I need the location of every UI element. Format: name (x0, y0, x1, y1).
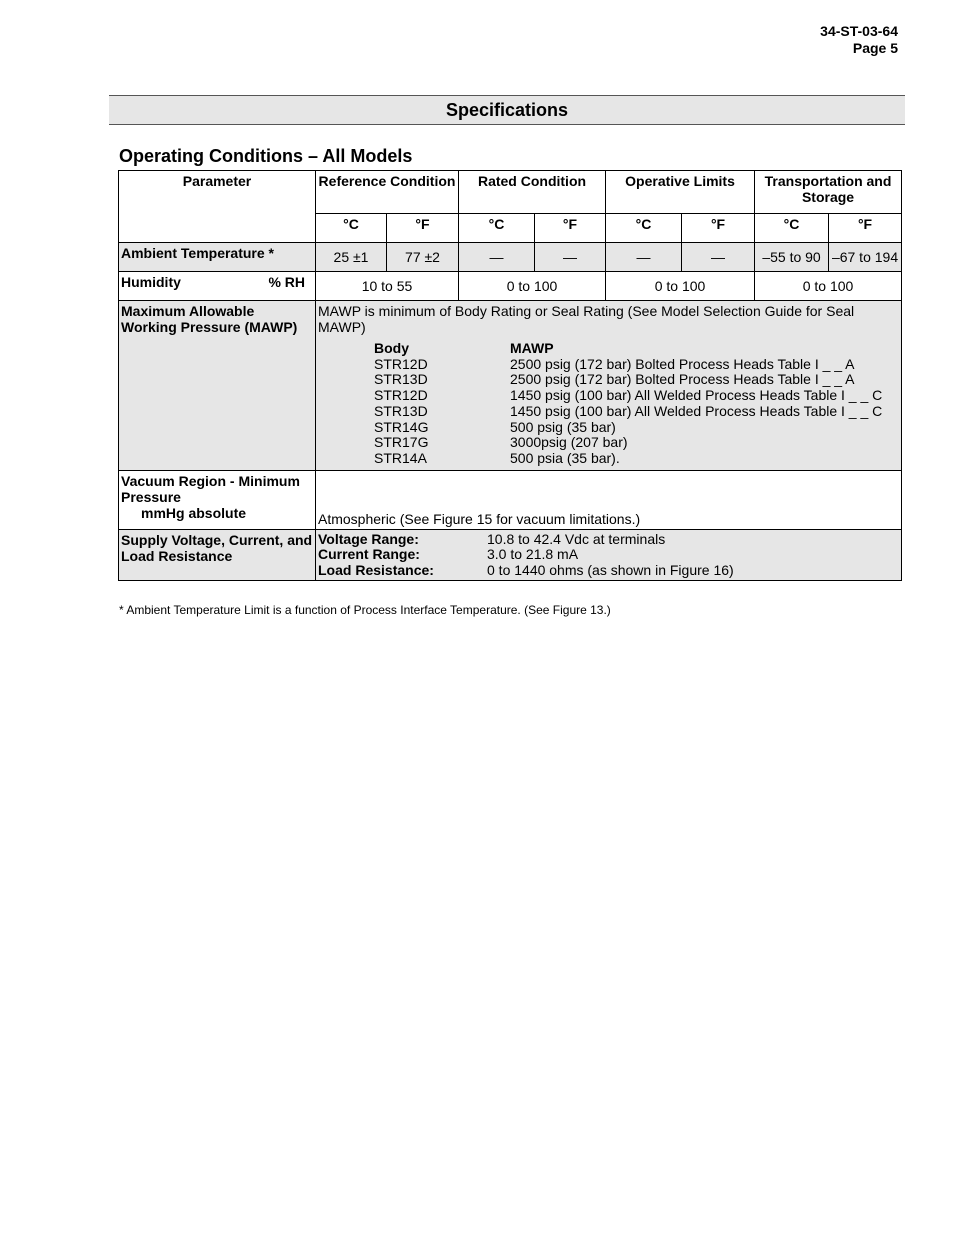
header-operative-limits: Operative Limits (606, 171, 755, 214)
unit-celsius: °C (316, 214, 387, 243)
mawp-label: Maximum Allowable Working Pressure (MAWP) (119, 301, 316, 471)
unit-fahrenheit: °F (682, 214, 755, 243)
operating-conditions-table (118, 170, 902, 581)
supply-details (318, 532, 899, 579)
load-resistance-value: 0 to 1440 ohms (as shown in Figure 16) (487, 561, 734, 578)
mawp-body: STR14G (374, 418, 429, 435)
unit-celsius: °C (755, 214, 829, 243)
ambient-ref-f: 77 ±2 (387, 243, 459, 272)
mawp-value: 1450 psig (100 bar) All Welded Process Heads Table I _ _ C (510, 387, 883, 404)
header-transportation-storage: Transportation and Storage (755, 171, 902, 214)
humidity-operative: 0 to 100 (606, 272, 755, 301)
table-row-mawp (119, 301, 902, 471)
mawp-value: 3000psig (207 bar) (510, 434, 628, 451)
mawp-body: STR17G (374, 434, 429, 451)
mawp-body-list (374, 341, 899, 468)
mawp-col-mawp: MAWP (510, 340, 554, 356)
current-range-label: Current Range: (318, 546, 420, 563)
unit-fahrenheit: °F (535, 214, 606, 243)
mawp-value: 500 psia (35 bar). (510, 449, 620, 466)
mawp-value: 1450 psig (100 bar) All Welded Process Heads Table I _ _ C (510, 402, 883, 419)
vacuum-label: Vacuum Region - Minimum Pressure (121, 472, 300, 505)
humidity-rated: 0 to 100 (459, 272, 606, 301)
unit-fahrenheit: °F (829, 214, 902, 243)
mawp-details (316, 301, 902, 471)
table-title: Operating Conditions – All Models (119, 146, 413, 166)
ambient-rated-f: — (535, 243, 606, 272)
header-reference-condition: Reference Condition (316, 171, 459, 214)
footnote: * Ambient Temperature Limit is a function of Process Interface Temperature. (See Figure 13.) (119, 603, 611, 617)
mawp-value: 2500 psig (172 bar) Bolted Process Heads Table I _ _ A (510, 371, 855, 388)
header-rated-condition: Rated Condition (459, 171, 606, 214)
mawp-intro: MAWP is minimum of Body Rating or Seal Rating (See Model Selection Guide for Seal MAWP) (318, 303, 855, 335)
table-row-supply (119, 529, 902, 581)
supply-label: Supply Voltage, Current, and Load Resistance (119, 529, 316, 581)
mawp-value: 2500 psig (172 bar) Bolted Process Heads Table I _ _ A (510, 355, 855, 372)
ambient-rated-c: — (459, 243, 535, 272)
header-parameter: Parameter (119, 171, 316, 243)
mawp-col-body: Body (374, 340, 409, 356)
mawp-body: STR13D (374, 371, 428, 388)
ambient-ref-c: 25 ±1 (316, 243, 387, 272)
table-row-vacuum (119, 470, 902, 529)
section-title: Specifications (109, 95, 905, 125)
ambient-temperature-label: Ambient Temperature * (119, 243, 316, 272)
unit-celsius: °C (606, 214, 682, 243)
table-row-ambient-temperature (119, 243, 902, 272)
voltage-range-label: Voltage Range: (318, 530, 419, 547)
unit-celsius: °C (459, 214, 535, 243)
current-range-value: 3.0 to 21.8 mA (487, 546, 579, 563)
humidity-transport: 0 to 100 (755, 272, 902, 301)
humidity-label: Humidity (121, 274, 181, 290)
document-header (820, 23, 898, 57)
ambient-transport-c: –55 to 90 (755, 243, 829, 272)
load-resistance-label: Load Resistance: (318, 561, 434, 578)
unit-fahrenheit: °F (387, 214, 459, 243)
ambient-operative-f: — (682, 243, 755, 272)
page-number: Page 5 (852, 40, 898, 56)
table-row-humidity (119, 272, 902, 301)
mawp-body: STR12D (374, 387, 428, 404)
humidity-unit: % RH (268, 274, 305, 290)
ambient-transport-f: –67 to 194 (829, 243, 902, 272)
ambient-operative-c: — (606, 243, 682, 272)
humidity-reference: 10 to 55 (316, 272, 459, 301)
vacuum-unit: mmHg absolute (141, 504, 247, 521)
vacuum-value: Atmospheric (See Figure 15 for vacuum limitations.) (316, 470, 902, 529)
mawp-value: 500 psig (35 bar) (510, 418, 616, 435)
voltage-range-value: 10.8 to 42.4 Vdc at terminals (487, 530, 666, 547)
document-number: 34-ST-03-64 (820, 23, 898, 39)
mawp-body: STR14A (374, 449, 427, 466)
mawp-body: STR13D (374, 402, 428, 419)
mawp-body: STR12D (374, 355, 428, 372)
